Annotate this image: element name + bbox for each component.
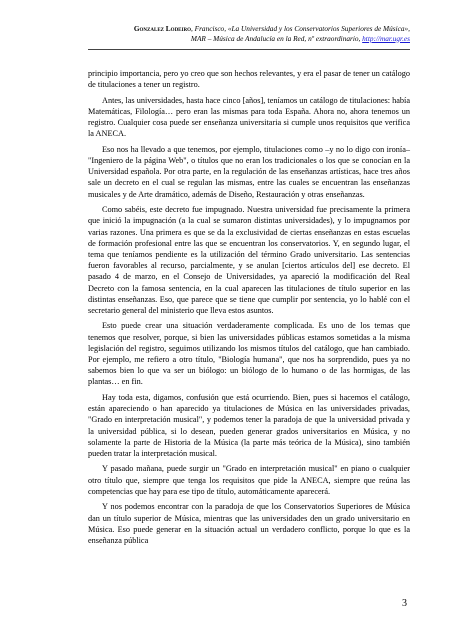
header-journal: MAR – Música de Andalucía en la Red, nº extraordinario, (190, 33, 363, 43)
paragraph: Y nos podemos encontrar con la paradoja de que los Conservatorios Superiores de Música dan un título superior de Música, mientras que las universidades den un grado universitario en Música. Eso puede generar en la situación actual un verdadero conflicto, porque lo que es la enseñanza pública (88, 502, 410, 545)
paragraph: Y pasado mañana, puede surgir un "Grado en interpretación musical" en piano o cualquier otro título que, siempre que tenga los requisitos que pide la ANECA, siempre que reúna las competencias que hay para ese tipo de título, automáticamente aparecerá. (88, 464, 410, 496)
header-rule (88, 49, 410, 50)
page-number: 3 (402, 598, 407, 609)
paragraph: principio importancia, pero yo creo que son hechos relevantes, y era el pasar de tener un catálogo de titulaciones a tener un registro. (88, 69, 410, 90)
header-author: Gonzalez Lodeiro (133, 24, 191, 33)
paragraph: Antes, las universidades, hasta hace cinco [años], teníamos un catálogo de titulaciones: había Matemáticas, Filología… pero eran las mismas para toda España. Ahora no, ahora tenemos un registro. Cualquier cosa puede ser enseñanza universitaria si cumple unos requisitos que verifica la ANECA. (88, 95, 410, 139)
paragraph: Eso nos ha llevado a que tenemos, por ejemplo, titulaciones como –y no lo digo con ironía– "Ingeniero de la página Web", o títulos que no eran los tradicionales o los que se conocían en la Universidad española. Por otra parte, en la regulación de las enseñanzas artísticas, hace tres años sale un decreto en el cual se regulan las mismas, entre las cuales se encuentran las enseñanzas musicales y de Arte dramático, además de Diseño, Restauración y otras enseñanzas. (88, 144, 410, 199)
paragraph: Hay toda esta, digamos, confusión que está ocurriendo. Bien, pues si hacemos el catálogo, están apareciendo o han aparecido ya titulaciones de Música en las universidades privadas, "Grado en interpretación musical", y podemos tener la paradoja de que la universidad privada y la universidad pública, si lo desean, pueden generar grados universitarios en Música, y no solamente la parte de Historia de la Música (la parte más teórica de la Música), sino también pueden tratar la interpretación musical. (88, 392, 410, 458)
header-url-link[interactable]: http://mar.ugr.es (362, 33, 410, 43)
running-header (70, 24, 410, 43)
paragraph: Como sabéis, este decreto fue impugnado. Nuestra universidad fue precisamente la primera que inició la impugnación (a la cual se sumaron distintas universidades), y lo impugnamos por varias razones. Una primera es que se da la exclusividad de ciertas enseñanzas en estas escuelas de formación profesional entre las que se encuentran los conservatorios. Y, en segundo lugar, el tema que teníamos pendiente es la utilización del término Grado universitario. Las sentencias fueron favorables al recurso, parcialmente, y se anulan [ciertos artículos del] ese decreto. El pasado 4 de marzo, en el Consejo de Universidades, ya apareció la modificación del Real Decreto con la famosa sentencia, en la cual aparecen las titulaciones de título superior en las distintas enseñanzas. Eso, que parece que se tiene que cumplir por sentencia, yo lo hablé con el secretario general del ministerio que lleva estos asuntos. (88, 205, 410, 315)
body-text (88, 68, 410, 551)
header-line-2 (70, 34, 410, 44)
paragraph: Esto puede crear una situación verdaderamente complicada. Es uno de los temas que tenemos que resolver, porque, si bien las universidades públicas estamos sometidas a la misma legislación del registro, seguimos utilizando los mismos títulos del catálogo, que han cambiado. Por ejemplo, me refiero a otro título, "Biología humana", que nos ha sorprendido, pues ya no sabemos bien lo que va ser un biólogo: un biólogo de lo humano o de las hormigas, de las plantas… en fin. (88, 321, 410, 387)
header-line-1 (70, 24, 410, 34)
header-citation: , Francisco, «La Universidad y los Conservatorios Superiores de Música», (190, 24, 410, 33)
